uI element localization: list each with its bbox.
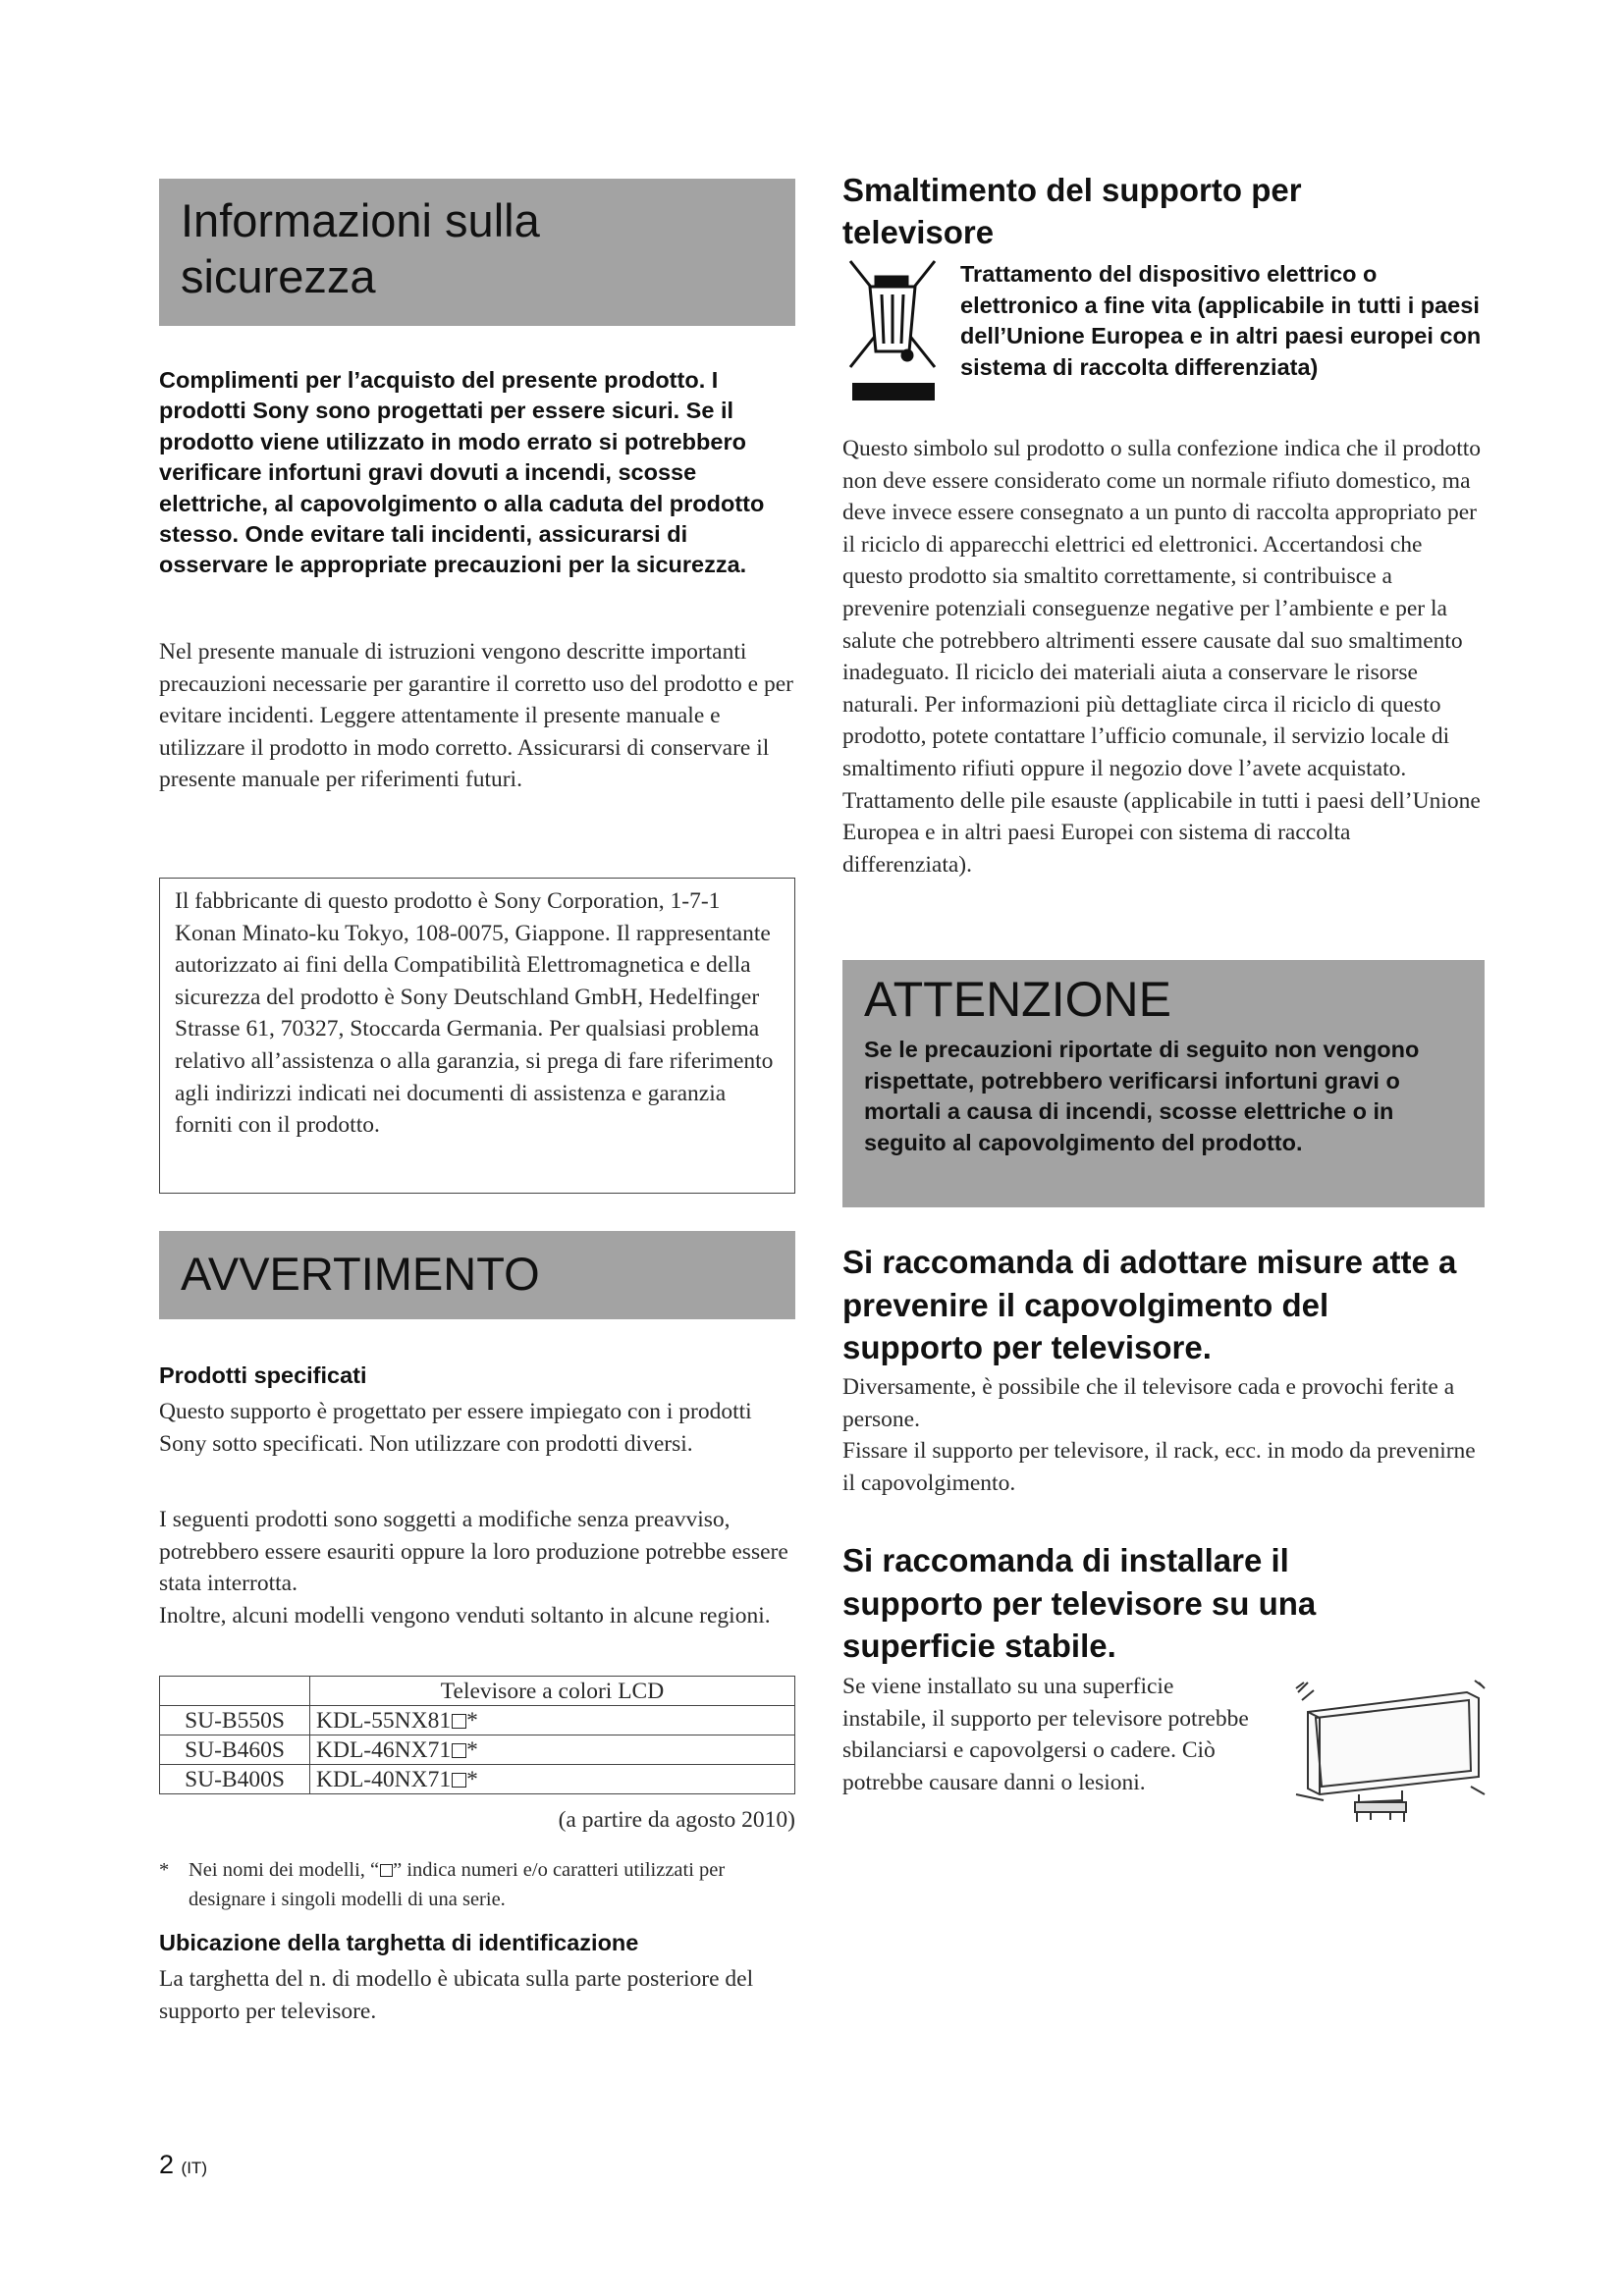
manufacturer-box bbox=[159, 878, 795, 1194]
tip1-text1: Diversamente, è possibile che il televisore cada e provochi ferite a persone. bbox=[842, 1374, 1455, 1432]
products-p2: I seguenti prodotti sono soggetti a modifiche senza preavviso, potrebbero essere esauriti oppure la loro produzione potrebbe essere stata interrotta. bbox=[159, 1507, 788, 1597]
tip1-text2: Fissare il supporto per televisore, il rack, ecc. in modo da prevenirne il capovolgimento. bbox=[842, 1438, 1476, 1496]
products-p3: Inoltre, alcuni modelli vengono venduti soltanto in alcune regioni. bbox=[159, 1603, 771, 1629]
page-title: Informazioni sulla sicurezza bbox=[181, 194, 540, 302]
table-header-row bbox=[160, 1677, 795, 1706]
table-note: (a partire da agosto 2010) bbox=[558, 1807, 795, 1833]
square-symbol-icon bbox=[452, 1714, 466, 1729]
products-p1: Questo supporto è progettato per essere impiegato con i prodotti Sony sotto specificati. Non utilizzare con prodotti diversi. bbox=[159, 1399, 752, 1457]
tip2-heading: Si raccomanda di installare il supporto per televisore su una superficie stabile. bbox=[842, 1542, 1317, 1664]
square-symbol-icon bbox=[452, 1773, 466, 1788]
intro-bold: Complimenti per l’acquisto del presente prodotto. I prodotti Sony sono progettati per essere sicuri. Se il prodotto viene utilizzato in modo errato si potrebbero verificare infortuni gravi dovuti a incendi, scosse elettriche, al capovolgimento o alla caduta del prodotto stesso. Onde evitare tali incidenti, assicurarsi di osservare le appropriate precauzioni per la sicurezza. bbox=[159, 367, 765, 578]
warning-title-box bbox=[159, 1231, 795, 1319]
caution-title: ATTENZIONE bbox=[864, 972, 1171, 1027]
table-row: SU-B550S KDL-55NX81 * bbox=[160, 1706, 795, 1735]
table-row: SU-B400S KDL-40NX71 * bbox=[160, 1765, 795, 1794]
products-heading: Prodotti specificati bbox=[159, 1362, 367, 1388]
label-heading: Ubicazione della targhetta di identificazione bbox=[159, 1930, 639, 1955]
disposal-heading: Smaltimento del supporto per televisore bbox=[842, 172, 1302, 250]
square-symbol-icon bbox=[380, 1864, 393, 1877]
table-row: SU-B460S KDL-46NX71 * bbox=[160, 1735, 795, 1765]
intro-text: Nel presente manuale di istruzioni vengono descritte importanti precauzioni necessarie per garantire il corretto uso del prodotto e per evitare incidenti. Leggere attentamente il presente manuale e utilizzare il prodotto in modo corretto. Assicurarsi di conservare il presente manuale per riferimenti futuri. bbox=[159, 639, 793, 793]
page-number: 2 (IT) bbox=[159, 2150, 207, 2179]
caution-box bbox=[842, 960, 1485, 1207]
tip1-heading: Si raccomanda di adottare misure atte a prevenire il capovolgimento del supporto per televisore. bbox=[842, 1244, 1457, 1365]
tip2-text: Se viene installato su una superficie instabile, il supporto per televisore potrebbe sbilanciarsi e capovolgersi o cadere. Ciò potrebbe causare danni o lesioni. bbox=[842, 1674, 1249, 1795]
label-text: La targhetta del n. di modello è ubicata sulla parte posteriore del supporto per televisore. bbox=[159, 1966, 754, 2024]
safety-title-box bbox=[159, 179, 795, 326]
warning-title: AVVERTIMENTO bbox=[181, 1248, 540, 1300]
footnote: * Nei nomi dei modelli, “ ” indica numeri e/o caratteri utilizzati per designare i singoli modelli di una serie. bbox=[159, 1859, 726, 1910]
square-symbol-icon bbox=[452, 1743, 466, 1758]
disposal-text: Questo simbolo sul prodotto o sulla confezione indica che il prodotto non deve essere considerato come un normale rifiuto domestico, ma deve invece essere consegnato a un punto di raccolta appropriato per il riciclo di apparecchi elettrici ed elettronici. Accertandosi che questo prodotto sia smaltito correttamente, si contribuisce a prevenire potenziali conseguenze negative per l’ambiente e per la salute che potrebbero altrimenti essere causate dal suo smaltimento inadeguato. Il riciclo dei materiali aiuta a conservare le risorse naturali. Per informazioni più dettagliate circa il riciclo di questo prodotto, potete contattare l’ufficio comunale, il servizio locale di smaltimento rifiuti oppure il negozio dove l’avete acquistato. Trattamento delle pile esauste (applicabile in tutti i paesi dell’Unione Europea e in altri paesi Europei con sistema di raccolta differenziata). bbox=[842, 436, 1482, 878]
disposal-bold: Trattamento del dispositivo elettrico o elettronico a fine vita (applicabile in tutti i paesi dell’Unione Europea e in altri paesi europei con sistema di raccolta differenziata) bbox=[960, 261, 1482, 380]
tv-stand-illustration bbox=[1294, 1679, 1487, 1824]
table-header: Televisore a colori LCD bbox=[310, 1677, 795, 1706]
weee-bin-icon bbox=[846, 257, 941, 402]
models-table bbox=[159, 1676, 795, 1794]
manufacturer-text: Il fabbricante di questo prodotto è Sony Corporation, 1-7-1 Konan Minato-ku Tokyo, 108-0075, Giappone. Il rappresentante autorizzato ai fini della Compatibilità Elettromagnetica e della sicurezza del prodotto è Sony Deutschland GmbH, Hedelfinger Strasse 61, 70327, Stoccarda Germania. Per qualsiasi problema relativo all’assistenza o alla garanzia, si prega di fare riferimento agli indirizzi indicati nei documenti di assistenza e garanzia forniti con il prodotto. bbox=[175, 888, 774, 1139]
caution-text: Se le precauzioni riportate di seguito non vengono rispettate, potrebbero verificarsi infortuni gravi o mortali a causa di incendi, scosse elettriche o in seguito al capovolgimento del prodotto. bbox=[864, 1037, 1420, 1155]
